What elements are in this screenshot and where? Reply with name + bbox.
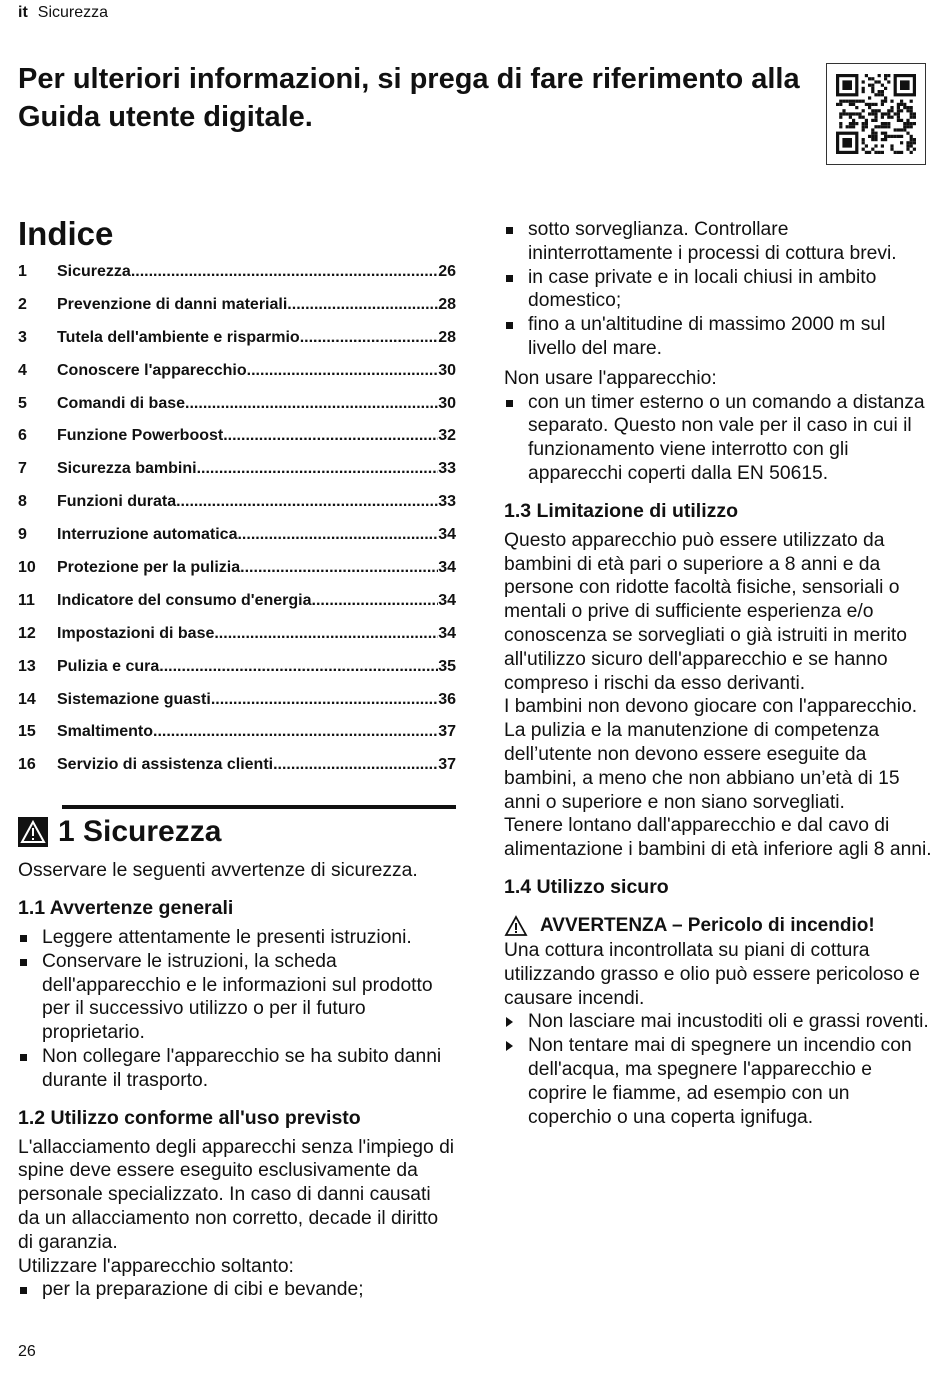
language-code: it: [18, 4, 28, 21]
toc-num: 10: [18, 559, 36, 577]
section-divider: [62, 805, 456, 809]
list-item: Conservare le istruzioni, la scheda dell'apparecchio e le informazioni sul prodotto per il successivo utilizzo o per il futuro proprietario.: [18, 950, 456, 1045]
general-warnings-list: [18, 926, 456, 1093]
toc-entry[interactable]: [18, 526, 456, 559]
toc-entry[interactable]: [18, 362, 456, 395]
toc-entry[interactable]: [18, 625, 456, 658]
warning-icon: [18, 817, 48, 847]
restriction-paragraph: Tenere lontano dall'apparecchio e dal cavo di alimentazione i bambini di età inferiore agli 8 anni.: [504, 815, 932, 861]
toc-num: 15: [18, 723, 36, 741]
toc-dot-leader: [300, 329, 439, 347]
toc-num: 5: [18, 394, 27, 412]
toc-title: Funzioni durata: [57, 493, 177, 511]
toc-entry[interactable]: [18, 296, 456, 329]
toc-page: 30: [438, 394, 456, 412]
toc-num: 6: [18, 427, 27, 445]
toc-page: 28: [438, 328, 456, 346]
toc-title: Sistemazione guasti: [57, 690, 211, 708]
toc-num: 4: [18, 361, 27, 379]
toc-dot-leader: [287, 296, 438, 314]
fire-warning-text: AVVERTENZA – Pericolo di incendio!: [540, 914, 875, 936]
toc-num: 16: [18, 756, 36, 774]
page-header: [18, 4, 108, 22]
toc-page: 34: [438, 526, 456, 544]
toc-page: 36: [438, 690, 456, 708]
use-only-list-continued: [504, 218, 936, 361]
page-number: 26: [18, 1343, 36, 1360]
toc-title: Protezione per la pulizia: [57, 559, 241, 577]
use-only-label: Utilizzare l'apparecchio soltanto:: [18, 1255, 294, 1277]
toc-title: Comandi di base: [57, 394, 186, 412]
toc-entry[interactable]: [18, 263, 456, 296]
toc-title: Sicurezza bambini: [57, 460, 197, 478]
toc-title: Servizio di assistenza clienti: [57, 756, 274, 774]
section-1-intro: Osservare le seguenti avvertenze di sicurezza.: [18, 860, 418, 882]
toc-entry[interactable]: [18, 329, 456, 362]
toc-title: Sicurezza: [57, 263, 131, 280]
list-item: in case private e in locali chiusi in ambito domestico;: [504, 266, 936, 314]
toc-title: Smaltimento: [57, 723, 154, 741]
toc-num: 7: [18, 460, 27, 478]
fire-warning-heading: [504, 915, 936, 937]
toc-num: 8: [18, 493, 27, 511]
list-item: con un timer esterno o un comando a distanza separato. Questo non vale per il caso in cui il funzionamento viene interrotto con gli apparecchi coperti dalla EN 50615.: [504, 391, 936, 486]
toc-dot-leader: [214, 625, 438, 643]
toc-page: 30: [438, 361, 456, 379]
list-item: Leggere attentamente le presenti istruzioni.: [18, 926, 456, 950]
warning-triangle-icon: [504, 915, 528, 937]
toc-title: Pulizia e cura: [57, 657, 160, 675]
digital-guide-headline: Per ulteriori informazioni, si prega di fare riferimento alla Guida utente digitale.: [18, 63, 800, 133]
dont-use-list: [504, 391, 936, 486]
toc-dot-leader: [197, 460, 439, 478]
toc-title: Interruzione automatica: [57, 526, 238, 544]
list-item: Non collegare l'apparecchio se ha subito danni durante il trasporto.: [18, 1045, 456, 1093]
toc-title: Prevenzione di danni materiali: [57, 295, 288, 313]
toc-dot-leader: [159, 658, 438, 676]
toc-page: 37: [438, 723, 456, 741]
toc-title: Impostazioni di base: [57, 624, 215, 642]
toc-entry[interactable]: [18, 658, 456, 691]
toc-dot-leader: [247, 362, 439, 380]
fire-warning-paragraph: Una cottura incontrollata su piani di cottura utilizzando grasso e olio può essere pericoloso e causare incendi.: [504, 939, 920, 1009]
toc-num: 12: [18, 624, 36, 642]
use-only-list: [18, 1278, 456, 1302]
restriction-paragraph: Questo apparecchio può essere utilizzato da bambini di età pari o superiore a 8 anni e da persone con ridotte facoltà fisiche, sensoriali o mentali o prive di sufficiente esperienza e/o conoscenza se sorvegliati o già istruiti in merito all'utilizzo sicuro dell'apparecchio e se hanno compreso i rischi da esso derivanti.: [504, 529, 907, 694]
toc-page: 33: [438, 460, 456, 478]
qr-code-icon: [826, 63, 926, 165]
toc-dot-leader: [176, 493, 438, 511]
subsection-1-3-title: 1.3 Limitazione di utilizzo: [504, 499, 739, 522]
index-title: Indice: [18, 215, 114, 252]
toc-dot-leader: [273, 756, 438, 774]
section-1-title: 1 Sicurezza: [58, 815, 222, 849]
toc-page: 26: [438, 263, 456, 280]
intended-use-paragraph: L'allacciamento degli apparecchi senza l'impiego di spine deve essere eseguito esclusivamente da personale specializzato. In caso di danni causati da un allacciamento non corretto, decade il diritto di garanzia.: [18, 1136, 455, 1253]
toc-page: 32: [438, 427, 456, 445]
fire-actions-list: [504, 1010, 936, 1129]
toc-entry[interactable]: [18, 723, 456, 756]
toc-num: 1: [18, 263, 27, 280]
left-column: [18, 215, 456, 1302]
toc-num: 13: [18, 657, 36, 675]
list-item: sotto sorveglianza. Controllare ininterrottamente i processi di cottura brevi.: [504, 218, 936, 266]
toc-num: 2: [18, 295, 27, 313]
right-column: [504, 218, 936, 1129]
toc-title: Conoscere l'apparecchio: [57, 361, 247, 379]
header-section: Sicurezza: [37, 4, 109, 21]
toc-title: Funzione Powerboost: [57, 427, 224, 445]
table-of-contents: [18, 263, 456, 789]
toc-entry[interactable]: [18, 559, 456, 592]
toc-num: 9: [18, 526, 27, 544]
toc-dot-leader: [237, 526, 438, 544]
toc-num: 14: [18, 690, 36, 708]
toc-page: 33: [438, 493, 456, 511]
toc-dot-leader: [153, 723, 438, 741]
toc-page: 37: [438, 756, 456, 774]
subsection-1-1-title: 1.1 Avvertenze generali: [18, 897, 234, 920]
toc-page: 34: [438, 559, 456, 577]
toc-dot-leader: [223, 427, 438, 445]
toc-page: 35: [438, 657, 456, 675]
toc-entry[interactable]: [18, 427, 456, 460]
toc-dot-leader: [185, 395, 438, 413]
toc-dot-leader: [240, 559, 438, 577]
toc-page: 34: [438, 591, 456, 609]
toc-title: Tutela dell'ambiente e risparmio: [57, 328, 300, 346]
section-1-heading: [18, 815, 456, 849]
toc-entry[interactable]: [18, 691, 456, 724]
toc-dot-leader: [312, 592, 439, 610]
dont-use-label: Non usare l'apparecchio:: [504, 367, 717, 389]
list-item: fino a un'altitudine di massimo 2000 m sul livello del mare.: [504, 313, 936, 361]
toc-entry[interactable]: [18, 493, 456, 526]
toc-dot-leader: [211, 691, 438, 709]
toc-page: 28: [438, 295, 456, 313]
toc-num: 3: [18, 328, 27, 346]
restriction-paragraph: I bambini non devono giocare con l'apparecchio.: [504, 696, 918, 718]
toc-title: Indicatore del consumo d'energia: [57, 591, 312, 609]
toc-entry[interactable]: [18, 460, 456, 493]
list-item: Non tentare mai di spegnere un incendio con dell'acqua, ma spegnere l'apparecchio e coprire le fiamme, ad esempio con un coperchio o una coperta ignifuga.: [504, 1034, 936, 1129]
list-item: per la preparazione di cibi e bevande;: [18, 1278, 456, 1302]
toc-entry[interactable]: [18, 756, 456, 789]
toc-entry[interactable]: [18, 395, 456, 428]
subsection-1-4-title: 1.4 Utilizzo sicuro: [504, 875, 669, 898]
toc-dot-leader: [131, 263, 438, 281]
list-item: Non lasciare mai incustoditi oli e grassi roventi.: [504, 1010, 936, 1034]
toc-page: 34: [438, 624, 456, 642]
subsection-1-2-title: 1.2 Utilizzo conforme all'uso previsto: [18, 1106, 361, 1129]
toc-num: 11: [18, 591, 35, 609]
restriction-paragraph: La pulizia e la manutenzione di competenza dell’utente non devono essere eseguite da bambini, a meno che non abbiano un’età di 15 anni o superiore e non siano sorvegliati.: [504, 720, 900, 813]
toc-entry[interactable]: [18, 592, 456, 625]
